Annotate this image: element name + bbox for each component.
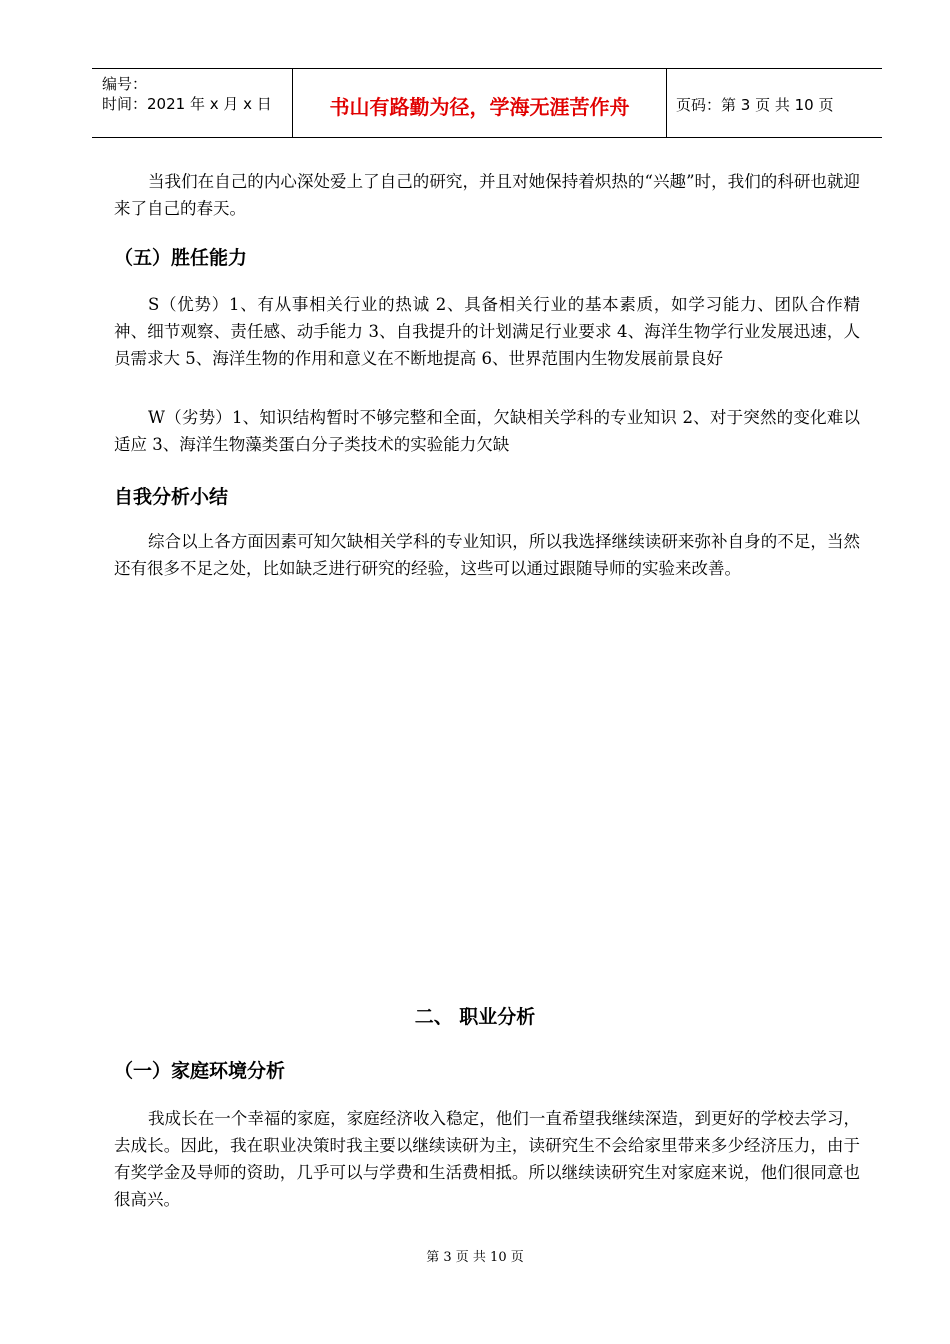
document-time-label: 时间：2021 年 x 月 x 日 xyxy=(102,95,272,113)
paragraph-strengths: S（优势）1、有从事相关行业的热诚 2、具备相关行业的基本素质，如学习能力、团队合作精神、细节观察、责任感、动手能力 3、自我提升的计划满足行业要求 4、海洋生物学行业发展迅速，人员需求大 5、海洋生物的作用和意义在不断地提高 6、世界范围内生物发展前景良好 xyxy=(114,295,860,368)
paragraph-interest: 当我们在自己的内心深处爱上了自己的研究，并且对她保持着炽热的“兴趣”时，我们的科研也就迎来了自己的春天。 xyxy=(114,172,860,218)
page-header xyxy=(92,68,882,138)
header-info-cell xyxy=(92,69,292,137)
paragraph-weaknesses: W（劣势）1、知识结构暂时不够完整和全面，欠缺相关学科的专业知识 2、对于突然的变化难以适应 3、海洋生物藻类蛋白分子类技术的实验能力欠缺 xyxy=(114,408,860,454)
heading-career-analysis: 二、 职业分析 xyxy=(414,1006,536,1028)
header-page-cell xyxy=(666,69,882,137)
heading-family-environment: （一）家庭环境分析 xyxy=(114,1060,286,1082)
header-motto-cell xyxy=(292,69,667,137)
page-footer: 第 3 页 共 10 页 xyxy=(426,1250,524,1265)
heading-self-analysis-summary: 自我分析小结 xyxy=(114,486,229,508)
paragraph-family: 我成长在一个幸福的家庭，家庭经济收入稳定，他们一直希望我继续深造，到更好的学校去学习，去成长。因此，我在职业决策时我主要以继续读研为主，读研究生不会给家里带来多少经济压力，由于有奖学金及导师的资助，几乎可以与学费和生活费相抵。所以继续读研究生对家庭来说，他们很同意也很高兴。 xyxy=(114,1109,860,1209)
header-page-label: 页码：第 3 页 共 10 页 xyxy=(676,96,834,114)
heading-competence: （五）胜任能力 xyxy=(114,247,248,269)
document-number-label: 编号： xyxy=(102,75,148,93)
header-motto: 书山有路勤为径，学海无涯苦作舟 xyxy=(329,95,630,119)
paragraph-summary: 综合以上各方面因素可知欠缺相关学科的专业知识，所以我选择继续读研来弥补自身的不足，当然还有很多不足之处，比如缺乏进行研究的经验，这些可以通过跟随导师的实验来改善。 xyxy=(114,532,860,578)
